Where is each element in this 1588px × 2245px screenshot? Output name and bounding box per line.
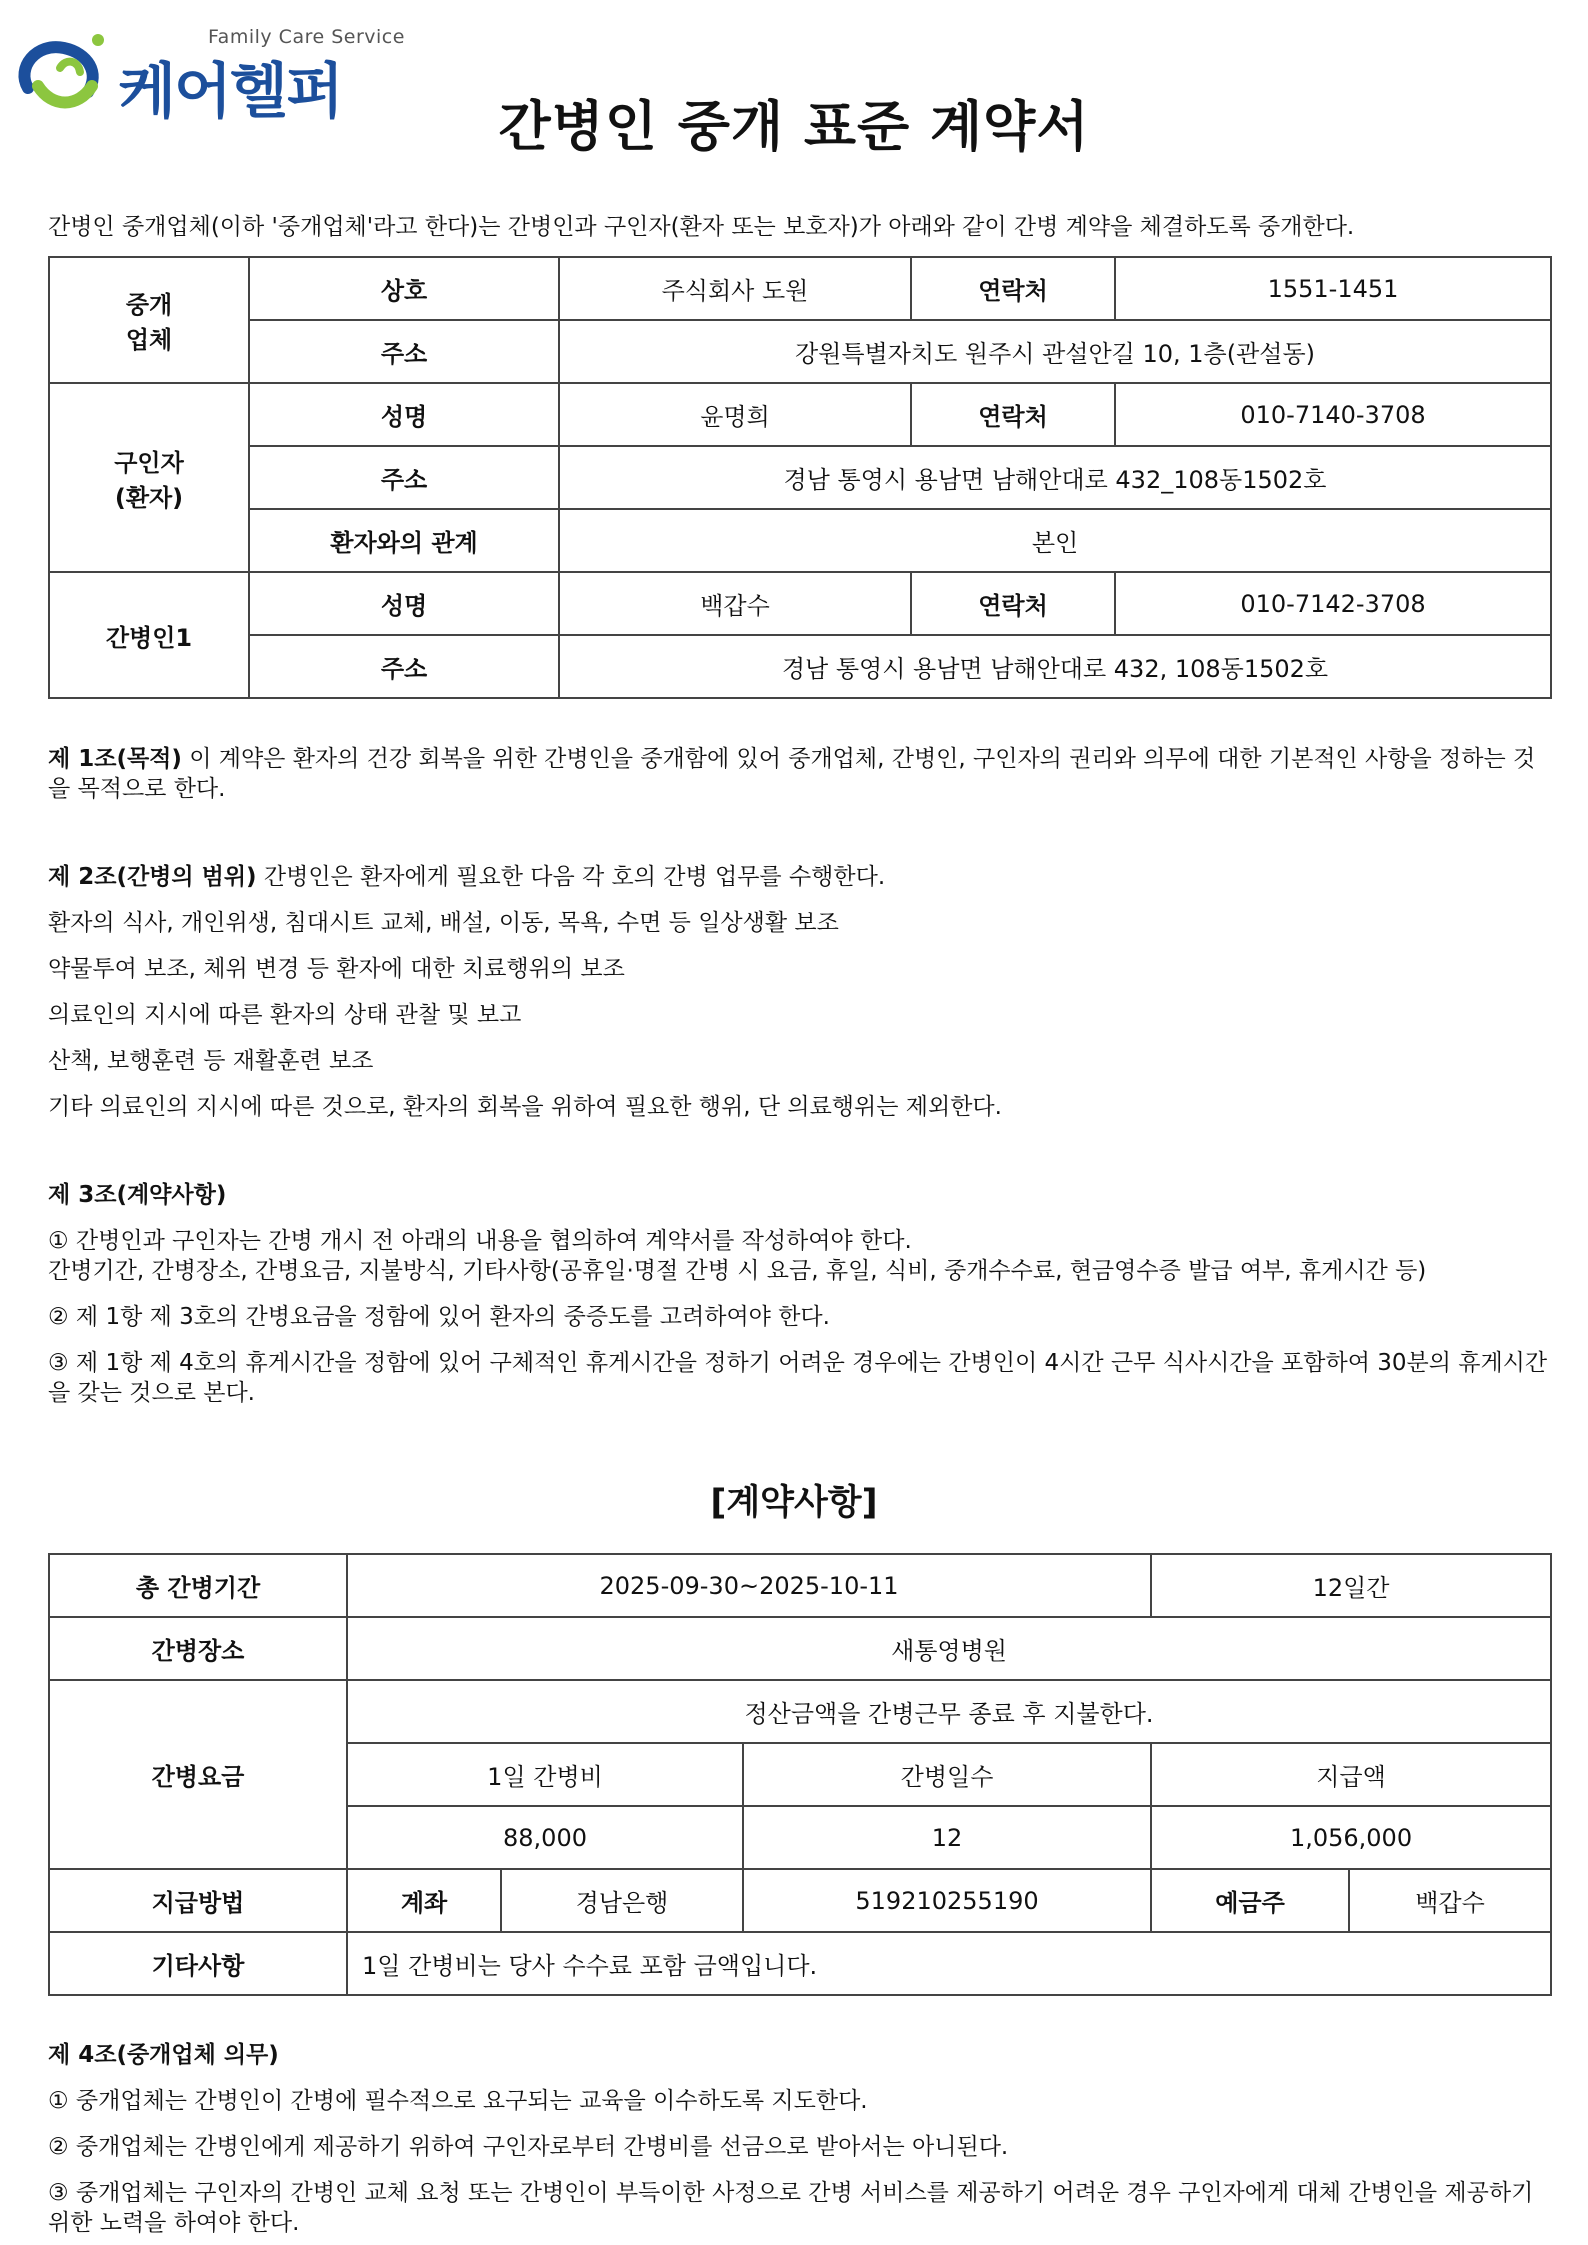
table-row bbox=[49, 1617, 1551, 1680]
client-relation: 본인 bbox=[559, 509, 1551, 572]
client-contact: 010-7140-3708 bbox=[1115, 383, 1551, 446]
table-row bbox=[49, 1932, 1551, 1995]
client-name-label: 성명 bbox=[249, 383, 559, 446]
list-item: ③ 제 1항 제 4호의 휴게시간을 정함에 있어 구체적인 휴게시간을 정하기 어려운 경우에는 간병인이 4시간 근무 식사시간을 포함하여 30분의 휴게시간을 갖는 것으로 본다. bbox=[48, 1350, 1548, 1406]
list-item: 의료인의 지시에 따른 환자의 상태 관찰 및 보고 bbox=[48, 1002, 522, 1028]
client-address-label: 주소 bbox=[249, 446, 559, 509]
place-label: 간병장소 bbox=[49, 1617, 347, 1680]
list-item: ① 간병인과 구인자는 간병 개시 전 아래의 내용을 협의하여 계약서를 작성하여야 한다. bbox=[48, 1228, 912, 1254]
place-value: 새통영병원 bbox=[347, 1617, 1551, 1680]
period-value: 2025-09-30~2025-10-11 bbox=[347, 1554, 1151, 1617]
article-2-text: 간병인은 환자에게 필요한 다음 각 호의 간병 업무를 수행한다. bbox=[256, 864, 886, 890]
logo-tagline: Family Care Service bbox=[208, 26, 405, 48]
fee-label: 간병요금 bbox=[49, 1680, 347, 1869]
client-name: 윤명희 bbox=[559, 383, 911, 446]
list-item: ③ 중개업체는 구인자의 간병인 교체 요청 또는 간병인이 부득이한 사정으로 간병 서비스를 제공하기 어려운 경우 구인자에게 대체 간병인을 제공하기 위한 노력을 하여야 한다. bbox=[48, 2180, 1534, 2236]
agency-address: 강원특별자치도 원주시 관설안길 10, 1층(관설동) bbox=[559, 320, 1551, 383]
payment-label: 지급방법 bbox=[49, 1869, 347, 1932]
holder-name: 백갑수 bbox=[1349, 1869, 1551, 1932]
list-item: ① 중개업체는 간병인이 간병에 필수적으로 요구되는 교육을 이수하도록 지도한다. bbox=[48, 2088, 868, 2114]
caregiver-name: 백갑수 bbox=[559, 572, 911, 635]
contract-table bbox=[48, 1553, 1552, 1996]
client-label: 구인자 (환자) bbox=[49, 383, 249, 572]
document-title: 간병인 중개 표준 계약서 bbox=[498, 95, 1090, 158]
article-2 bbox=[48, 862, 1550, 892]
article-4-heading: 제 4조(중개업체 의무) bbox=[48, 2042, 279, 2068]
agency-label: 중개 업체 bbox=[49, 257, 249, 383]
article-2-heading: 제 2조(간병의 범위) bbox=[48, 864, 257, 890]
days-label: 간병일수 bbox=[743, 1743, 1151, 1806]
period-label: 총 간병기간 bbox=[49, 1554, 347, 1617]
caregiver-address: 경남 통영시 용남면 남해안대로 432, 108동1502호 bbox=[559, 635, 1551, 698]
client-address: 경남 통영시 용남면 남해안대로 432_108동1502호 bbox=[559, 446, 1551, 509]
caregiver-contact: 010-7142-3708 bbox=[1115, 572, 1551, 635]
agency-name-label: 상호 bbox=[249, 257, 559, 320]
list-item: ② 중개업체는 간병인에게 제공하기 위하여 구인자로부터 간병비를 선금으로 받아서는 아니된다. bbox=[48, 2134, 1009, 2160]
period-days: 12일간 bbox=[1151, 1554, 1551, 1617]
agency-contact-label: 연락처 bbox=[911, 257, 1115, 320]
agency-contact: 1551-1451 bbox=[1115, 257, 1551, 320]
daily-fee-label: 1일 간병비 bbox=[347, 1743, 743, 1806]
holder-label: 예금주 bbox=[1151, 1869, 1349, 1932]
article-3-heading: 제 3조(계약사항) bbox=[48, 1182, 227, 1208]
contract-section-title: [계약사항] bbox=[710, 1483, 878, 1523]
list-item: 환자의 식사, 개인위생, 침대시트 교체, 배설, 이동, 목욕, 수면 등 일상생활 보조 bbox=[48, 910, 839, 936]
account-number: 519210255190 bbox=[743, 1869, 1151, 1932]
table-row bbox=[49, 257, 1551, 320]
table-row bbox=[49, 446, 1551, 509]
caregiver-label: 간병인1 bbox=[49, 572, 249, 698]
caregiver-address-label: 주소 bbox=[249, 635, 559, 698]
table-row bbox=[49, 320, 1551, 383]
table-row bbox=[49, 635, 1551, 698]
intro-paragraph: 간병인 중개업체(이하 '중개업체'라고 한다)는 간병인과 구인자(환자 또는 보호자)가 아래와 같이 간병 계약을 체결하도록 중개한다. bbox=[48, 214, 1355, 240]
account-label: 계좌 bbox=[347, 1869, 501, 1932]
list-item: ② 제 1항 제 3호의 간병요금을 정함에 있어 환자의 중증도를 고려하여야 한다. bbox=[48, 1304, 830, 1330]
amount-value: 1,056,000 bbox=[1151, 1806, 1551, 1869]
table-row bbox=[49, 1869, 1551, 1932]
table-row bbox=[49, 509, 1551, 572]
etc-value: 1일 간병비는 당사 수수료 포함 금액입니다. bbox=[347, 1932, 1551, 1995]
table-row bbox=[49, 1680, 1551, 1743]
list-item: 기타 의료인의 지시에 따른 것으로, 환자의 회복을 위하여 필요한 행위, 단 의료행위는 제외한다. bbox=[48, 1094, 1002, 1120]
article-1-heading: 제 1조(목적) bbox=[48, 746, 182, 772]
list-item: 산책, 보행훈련 등 재활훈련 보조 bbox=[48, 1048, 374, 1074]
days-value: 12 bbox=[743, 1806, 1151, 1869]
caregiver-contact-label: 연락처 bbox=[911, 572, 1115, 635]
logo-brand-name: 케어헬퍼 bbox=[118, 57, 342, 127]
amount-label: 지급액 bbox=[1151, 1743, 1551, 1806]
article-1 bbox=[48, 744, 1550, 804]
table-row bbox=[49, 1554, 1551, 1617]
client-contact-label: 연락처 bbox=[911, 383, 1115, 446]
caregiver-name-label: 성명 bbox=[249, 572, 559, 635]
fee-note: 정산금액을 간병근무 종료 후 지불한다. bbox=[347, 1680, 1551, 1743]
list-item: 간병기간, 간병장소, 간병요금, 지불방식, 기타사항(공휴일·명절 간병 시 요금, 휴일, 식비, 중개수수료, 현금영수증 발급 여부, 휴게시간 등) bbox=[48, 1258, 1427, 1284]
article-3 bbox=[48, 1180, 1550, 1210]
agency-name: 주식회사 도원 bbox=[559, 257, 911, 320]
parties-table bbox=[48, 256, 1552, 699]
client-relation-label: 환자와의 관계 bbox=[249, 509, 559, 572]
article-4 bbox=[48, 2040, 1550, 2070]
bank-name: 경남은행 bbox=[501, 1869, 743, 1932]
table-row bbox=[49, 383, 1551, 446]
agency-address-label: 주소 bbox=[249, 320, 559, 383]
table-row bbox=[49, 572, 1551, 635]
etc-label: 기타사항 bbox=[49, 1932, 347, 1995]
list-item: 약물투여 보조, 체위 변경 등 환자에 대한 치료행위의 보조 bbox=[48, 956, 625, 982]
article-1-text: 이 계약은 환자의 건강 회복을 위한 간병인을 중개함에 있어 중개업체, 간병인, 구인자의 권리와 의무에 대한 기본적인 사항을 정하는 것을 목적으로 한다. bbox=[48, 746, 1536, 802]
daily-fee-value: 88,000 bbox=[347, 1806, 743, 1869]
